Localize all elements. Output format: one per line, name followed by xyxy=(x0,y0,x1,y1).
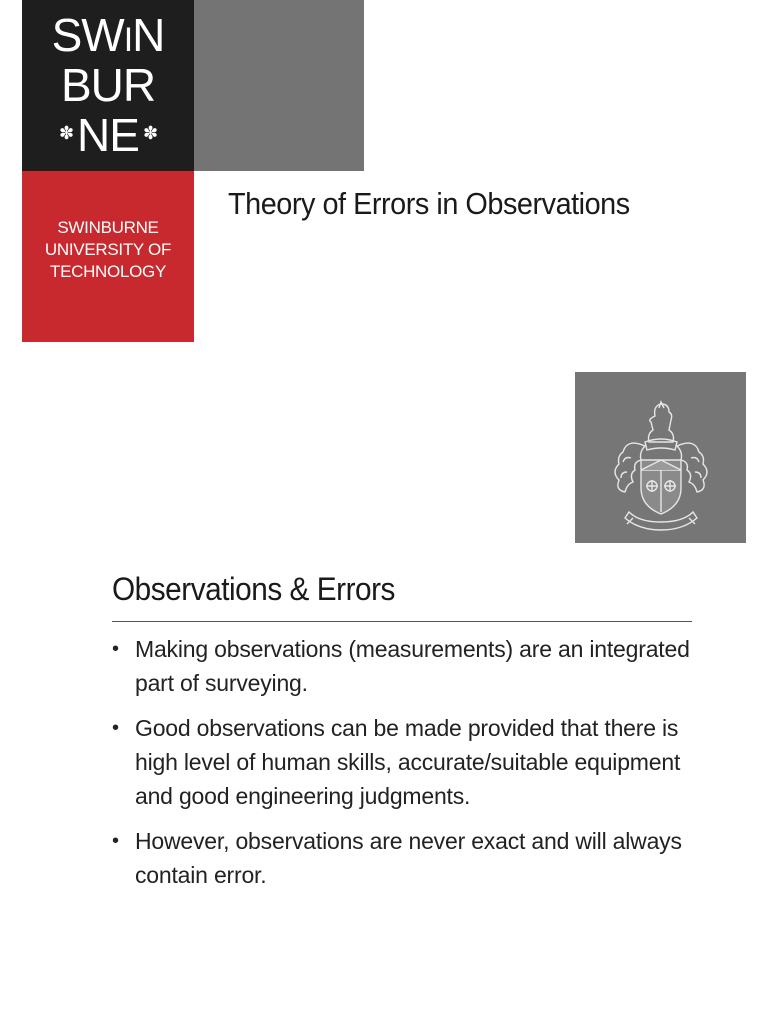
logo-wordmark-line-1: SWIN xyxy=(51,9,165,61)
grey-header-block xyxy=(194,0,364,171)
university-name-line: SWINBURNE xyxy=(57,218,159,237)
university-name-block xyxy=(22,171,194,342)
crest-panel xyxy=(575,372,746,543)
logo-wordmark-line-2: BUR xyxy=(60,59,156,111)
list-item xyxy=(112,824,702,892)
bullet-list xyxy=(112,632,702,903)
bullet-text: Good observations can be made provided that there is high level of human skills, accurate/suitable equipment and good engineering judgments. xyxy=(135,715,681,809)
swinburne-logo xyxy=(22,0,194,171)
bullet-icon: • xyxy=(112,638,119,660)
list-item xyxy=(112,711,702,813)
flower-icon: ✽ xyxy=(142,122,158,143)
flower-icon: ✽ xyxy=(58,122,74,143)
bullet-icon: • xyxy=(112,717,119,739)
slide-title: Theory of Errors in Observations xyxy=(228,186,630,221)
section-heading: Observations & Errors xyxy=(112,571,395,607)
logo-wordmark-line-3: ✽NE ✽ xyxy=(58,109,158,161)
university-crest-icon xyxy=(575,372,746,543)
heading-divider xyxy=(112,621,692,622)
university-name-line: TECHNOLOGY xyxy=(49,262,167,281)
bullet-text: However, observations are never exact and will always contain error. xyxy=(135,828,682,888)
list-item xyxy=(112,632,702,700)
bullet-icon: • xyxy=(112,830,119,852)
bullet-text: Making observations (measurements) are an integrated part of surveying. xyxy=(135,636,690,696)
university-name-line: UNIVERSITY OF xyxy=(44,240,172,259)
